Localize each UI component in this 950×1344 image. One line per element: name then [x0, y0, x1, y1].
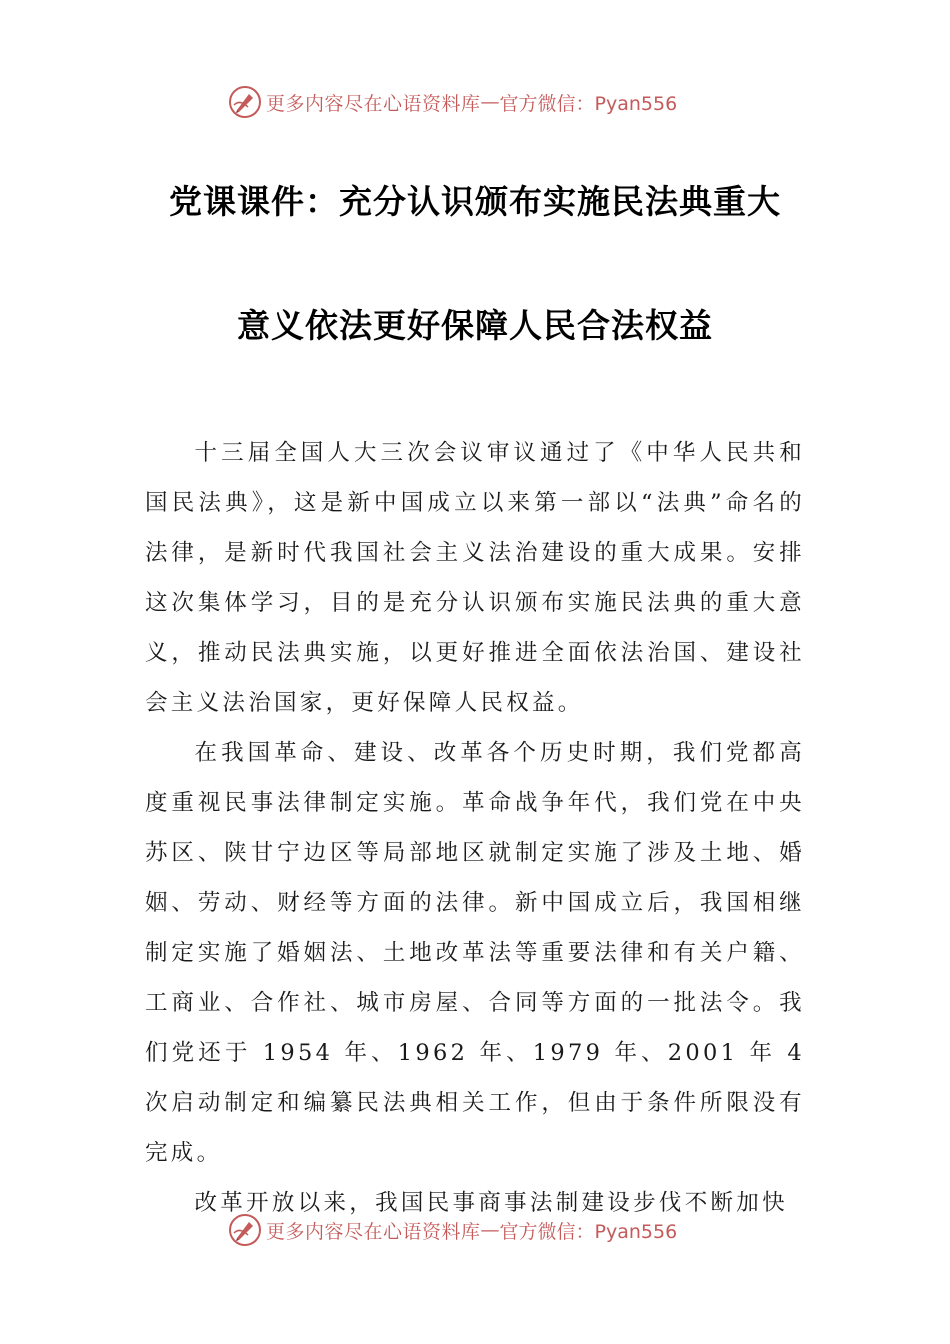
- watermark-dash: —: [480, 91, 500, 113]
- pen-nib-logo-icon: [228, 85, 262, 119]
- document-title-line-1: 党课课件：充分认识颁布实施民法典重大: [169, 182, 781, 221]
- watermark-banner-top: [228, 84, 728, 120]
- paragraph-3: 改革开放以来，我国民事商事法制建设步伐不断加快: [194, 1190, 788, 1216]
- watermark-official: 官方微信：Pyan556: [499, 92, 678, 115]
- watermark-banner-bottom: [228, 1212, 728, 1248]
- watermark-official: 官方微信：Pyan556: [499, 1220, 678, 1243]
- paragraph-2: 在我国革命、建设、改革各个历史时期，我们党都高度重视民事法律制定实施。革命战争年代，我们党在中央苏区、陕甘宁边区等局部地区就制定实施了涉及土地、婚姻、劳动、财经等方面的法律。新中国成立后，我国相继制定实施了婚姻法、土地改革法等重要法律和有关户籍、工商业、合作社、城市房屋、合同等方面的一批法令。我们党还于 1954 年、1962 年、1979 年、2001 年 4 次启动制定和编纂民法典相关工作，但由于条件所限没有完成。: [145, 740, 805, 1166]
- paragraph-1: 十三届全国人大三次会议审议通过了《中华人民共和国民法典》，这是新中国成立以来第一部以“法典”命名的法律，是新时代我国社会主义法治建设的重大成果。安排这次集体学习，目的是充分认识颁布实施民法典的重大意义，推动民法典实施，以更好推进全面依法治国、建设社会主义法治国家，更好保障人民权益。: [145, 440, 805, 716]
- pen-nib-logo-icon: [228, 1213, 262, 1247]
- watermark-text: 更多内容尽在心语资料库: [266, 1220, 481, 1243]
- document-title-line-2: 意义依法更好保障人民合法权益: [237, 306, 713, 345]
- document-body: [145, 428, 805, 1228]
- watermark-dash: —: [480, 1219, 500, 1241]
- watermark-text: 更多内容尽在心语资料库: [266, 92, 481, 115]
